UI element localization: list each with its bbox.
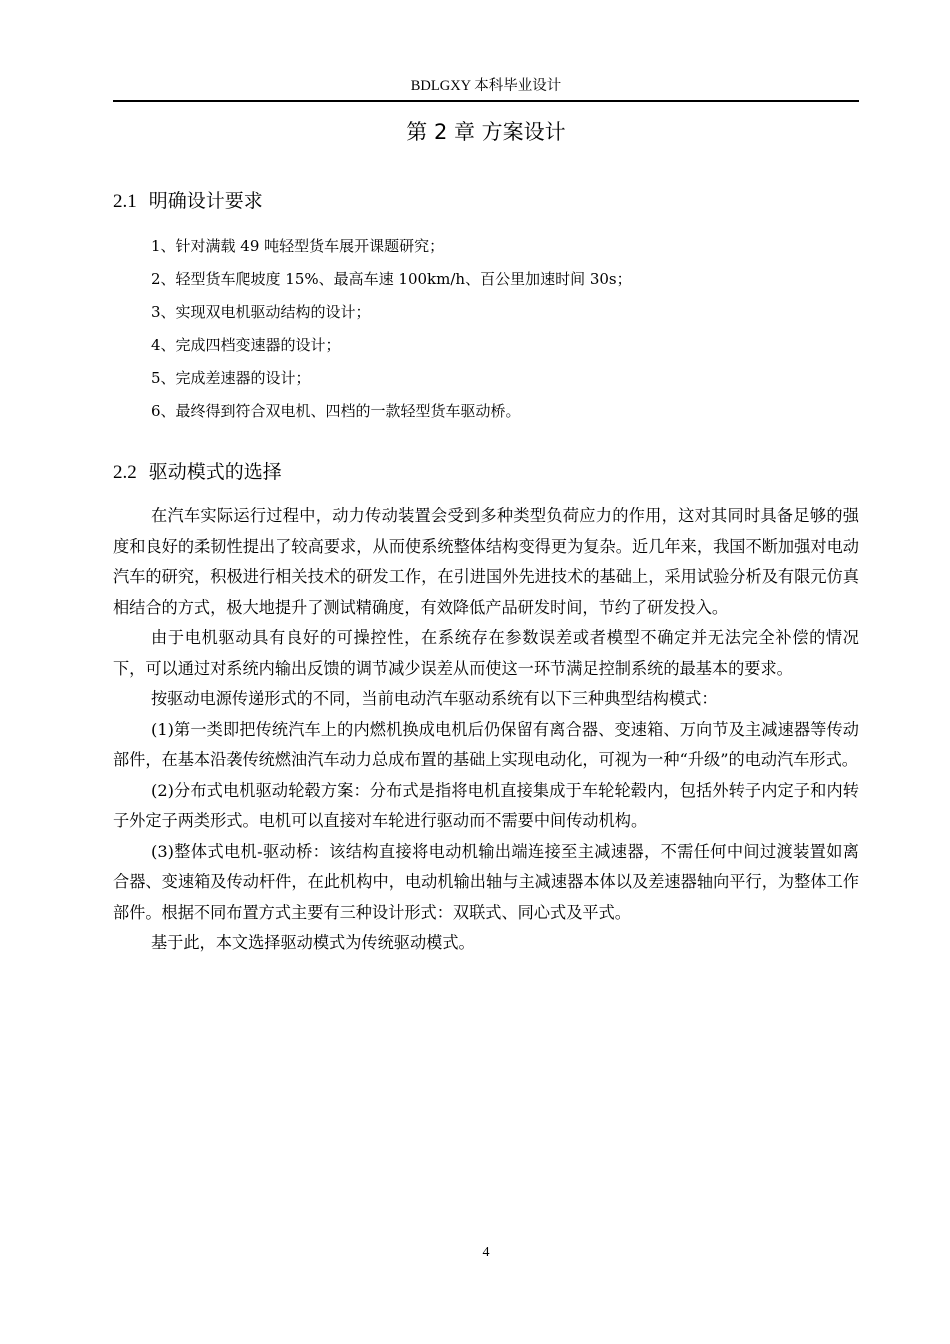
body-paragraph: (1)第一类即把传统汽车上的内燃机换成电机后仍保留有离合器、变速箱、万向节及主减速器等传动部件，在基本沿袭传统燃油汽车动力总成布置的基础上实现电动化，可视为一种“升级”的电动汽车形式。 [113, 719, 859, 769]
body-paragraph: (2)分布式电机驱动轮毂方案：分布式是指将电机直接集成于车轮轮毂内，包括外转子内定子和内转子外定子两类形式。电机可以直接对车轮进行驱动而不需要中间传动机构。 [113, 780, 859, 830]
section-body [113, 501, 859, 959]
section-heading-2-2 [113, 458, 282, 487]
section-title-text: 驱动模式的选择 [148, 461, 282, 483]
requirement-item: 5、完成差速器的设计； [151, 369, 311, 387]
body-paragraph: 在汽车实际运行过程中，动力传动装置会受到多种类型负荷应力的作用，这对其同时具备足够的强度和良好的柔韧性提出了较高要求，从而使系统整体结构变得更为复杂。近几年来，我国不断加强对电动汽车的研究，积极进行相关技术的研发工作，在引进国外先进技术的基础上，采用试验分析及有限元仿真相结合的方式，极大地提升了测试精确度，有效降低产品研发时间，节约了研发投入。 [113, 506, 859, 617]
section-number: 2.1 [113, 191, 137, 212]
requirement-item: 1、针对满载 49 吨轻型货车展开课题研究； [151, 237, 445, 255]
body-paragraph: 由于电机驱动具有良好的可操控性，在系统存在参数误差或者模型不确定并无法完全补偿的情况下，可以通过对系统内输出反馈的调节减少误差从而使这一环节满足控制系统的最基本的要求。 [113, 628, 859, 678]
running-header: BDLGXY 本科毕业设计 [410, 78, 562, 94]
section-title-text: 明确设计要求 [148, 190, 263, 212]
body-paragraph: (3)整体式电机-驱动桥：该结构直接将电动机输出端连接至主减速器，不需任何中间过渡装置如离合器、变速箱及传动杆件，在此机构中，电动机输出轴与主减速器本体以及差速器轴向平行，为整体工作部件。根据不同布置方式主要有三种设计形式：双联式、同心式及平式。 [113, 841, 859, 922]
requirement-item: 2、轻型货车爬坡度 15%、最高车速 100km/h、百公里加速时间 30s； [151, 270, 632, 288]
requirements-list [151, 230, 632, 428]
body-paragraph: 基于此，本文选择驱动模式为传统驱动模式。 [151, 933, 475, 952]
header-rule [113, 100, 859, 102]
requirement-item: 3、实现双电机驱动结构的设计； [151, 303, 371, 321]
body-paragraph: 按驱动电源传递形式的不同，当前电动汽车驱动系统有以下三种典型结构模式： [151, 689, 718, 708]
chapter-title: 第 2 章 方案设计 [406, 120, 566, 144]
page-number: 4 [482, 1245, 490, 1260]
requirement-item: 6、最终得到符合双电机、四档的一款轻型货车驱动桥。 [151, 402, 521, 420]
section-number: 2.2 [113, 462, 137, 483]
section-heading-2-1 [113, 187, 263, 216]
requirement-item: 4、完成四档变速器的设计； [151, 336, 341, 354]
